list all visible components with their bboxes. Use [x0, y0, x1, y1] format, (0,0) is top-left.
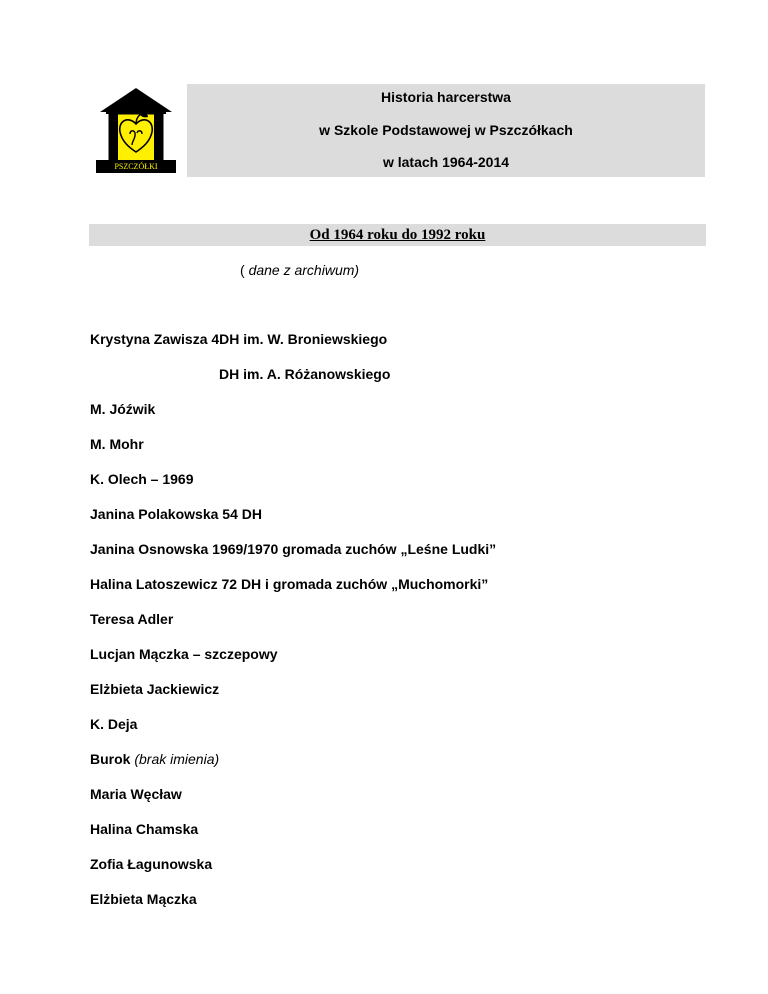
header-title-line-2: w Szkole Podstawowej w Pszczółkach: [319, 122, 573, 138]
list-item: Maria Węcław: [90, 786, 182, 802]
list-item: Elżbieta Mączka: [90, 891, 197, 907]
header-title-line-3: w latach 1964-2014: [382, 154, 510, 170]
list-item: Teresa Adler: [90, 611, 174, 627]
list-item: Lucjan Mączka – szczepowy: [90, 646, 278, 662]
section-bar: [89, 224, 706, 246]
school-logo: [96, 86, 176, 174]
list-item-name: Burok: [90, 751, 131, 767]
list-item: Halina Chamska: [90, 821, 199, 837]
list-item: M. Jóźwik: [90, 401, 156, 417]
section-title: Od 1964 roku do 1992 roku: [309, 227, 486, 243]
section-subtitle: [240, 262, 359, 278]
header-title-line-1: Historia harcerstwa: [381, 89, 511, 105]
list-item: K. Olech – 1969: [90, 471, 194, 487]
subtitle-paren: (: [240, 262, 249, 278]
list-item-note: (brak imienia): [134, 751, 220, 767]
list-item: Zofia Łagunowska: [90, 856, 213, 872]
list-item: Elżbieta Jackiewicz: [90, 681, 220, 697]
list-item: Janina Polakowska 54 DH: [90, 506, 262, 522]
list-item: DH im. A. Różanowskiego: [219, 366, 391, 382]
list-item: Halina Latoszewicz 72 DH i gromada zuchów „Muchomorki”: [90, 576, 489, 592]
list-item: M. Mohr: [90, 436, 144, 452]
list-item: Janina Osnowska 1969/1970 gromada zuchów „Leśne Ludki”: [90, 541, 497, 557]
subtitle-text: dane z archiwum): [248, 262, 360, 278]
header-box: [187, 84, 705, 177]
list-item: Krystyna Zawisza 4DH im. W. Broniewskiego: [90, 331, 388, 347]
logo-label: PSZCZÓŁKI: [114, 162, 158, 171]
list-item: [90, 751, 219, 767]
list-item: K. Deja: [90, 716, 138, 732]
